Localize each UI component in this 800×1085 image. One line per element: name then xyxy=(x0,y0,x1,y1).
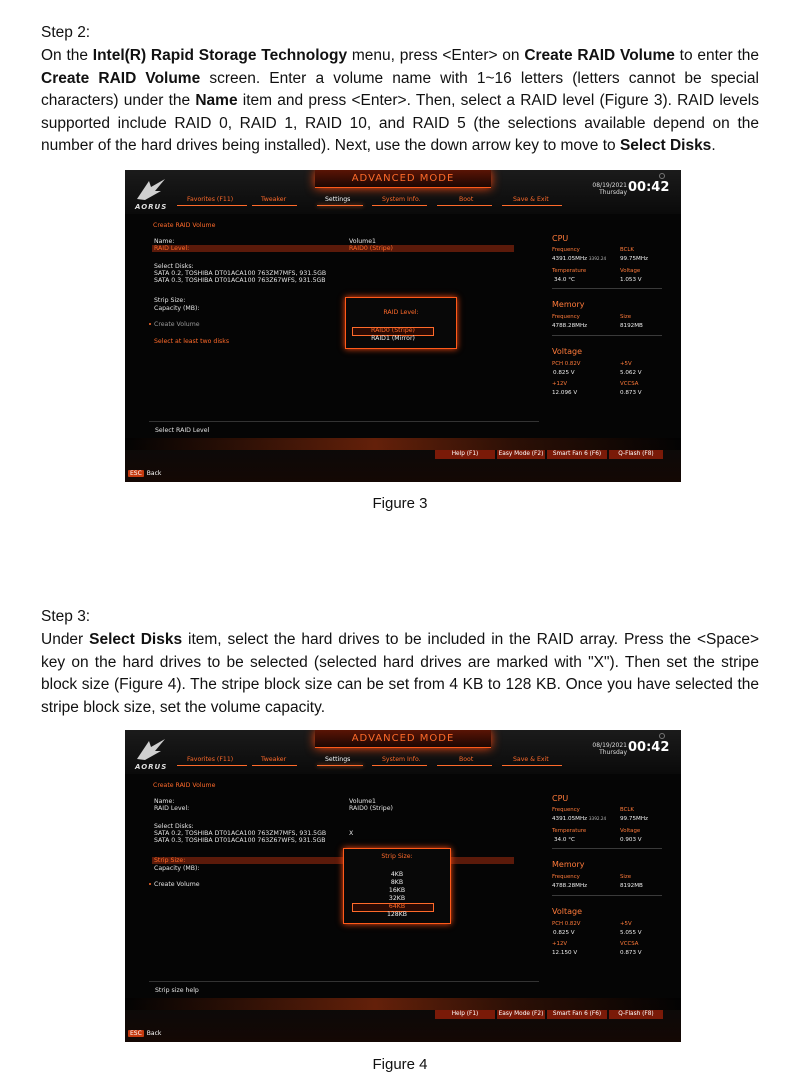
memory-heading: Memory xyxy=(552,300,585,309)
disk-1[interactable]: SATA 0.2, TOSHIBA DT01ACA100 763ZM7MFS, 931.5GB xyxy=(154,830,327,837)
qflash-button[interactable]: Q-Flash (F8) xyxy=(609,450,663,459)
capacity-label: Capacity (MB): xyxy=(154,305,200,312)
memory-size-label: Size xyxy=(620,314,632,320)
raid-option[interactable]: RAID0 (Stripe) xyxy=(371,327,415,334)
gear-icon[interactable] xyxy=(659,733,665,739)
tab-underline xyxy=(437,765,492,766)
cpu-freq: 4391.05MHz xyxy=(552,816,588,822)
memory-size-value: 8192MB xyxy=(620,883,643,889)
tab-tweaker[interactable]: Tweaker xyxy=(261,756,287,763)
strip-size-option[interactable]: 16KB xyxy=(388,887,406,894)
text-run: screen. Enter a volume name with 1~16 letters (letters cannot be special characters) under the xyxy=(41,69,759,110)
easy-mode-button[interactable]: Easy Mode (F2) xyxy=(498,451,544,457)
5v-label: +5V xyxy=(620,921,632,927)
tab-underline-active xyxy=(317,205,363,206)
raid-level-highlight xyxy=(152,245,514,252)
strip-size-option[interactable]: 4KB xyxy=(390,871,404,878)
cpu-voltage-label: Voltage xyxy=(620,828,641,834)
strip-size-label: Strip Size: xyxy=(154,297,186,304)
5v-value: 5.055 V xyxy=(620,930,642,936)
qflash-button[interactable]: Q-Flash (F8) xyxy=(609,1010,663,1019)
bold-term: Intel(R) Rapid Storage Technology xyxy=(92,47,348,64)
disk-2[interactable]: SATA 0.3, TOSHIBA DT01ACA100 763Z67WFS, 931.5GB xyxy=(154,277,326,284)
tab-favorites[interactable]: Favorites (F11) xyxy=(187,756,234,763)
page-title: Create RAID Volume xyxy=(153,222,216,229)
pch-value: 0.825 V xyxy=(553,370,575,376)
memory-size-label: Size xyxy=(620,874,632,880)
text-run: . xyxy=(711,137,716,155)
vccsa-value: 0.873 V xyxy=(620,390,642,396)
name-label: Name: xyxy=(154,238,175,245)
help-text: Strip size help xyxy=(155,987,199,994)
pch-label: PCH 0.82V xyxy=(552,361,581,367)
name-value[interactable]: Volume1 xyxy=(349,238,376,245)
create-volume-button[interactable]: Create Volume xyxy=(154,321,200,328)
warning-text: Select at least two disks xyxy=(154,338,230,345)
cpu-voltage-value: 1.053 V xyxy=(620,277,642,283)
memory-frequency-label: Frequency xyxy=(552,874,580,880)
clock: 00:42 xyxy=(628,740,670,755)
tab-underline xyxy=(177,205,247,206)
step3-body xyxy=(41,629,759,719)
bclk-value: 99.75MHz xyxy=(620,256,648,262)
memory-size-value: 8192MB xyxy=(620,323,643,329)
easy-mode-button[interactable]: Easy Mode (F2) xyxy=(498,1011,544,1017)
tab-favorites[interactable]: Favorites (F11) xyxy=(187,196,234,203)
divider xyxy=(552,288,662,289)
strip-size-option[interactable]: 32KB xyxy=(388,895,406,902)
voltage-heading: Voltage xyxy=(552,907,583,916)
12v-value: 12.096 V xyxy=(552,390,578,396)
gear-icon[interactable] xyxy=(659,173,665,179)
temperature-value: 34.0 °C xyxy=(554,277,575,283)
tab-boot[interactable]: Boot xyxy=(459,196,474,203)
help-button[interactable]: Help (F1) xyxy=(435,450,495,459)
memory-frequency-value: 4788.28MHz xyxy=(552,883,588,889)
create-volume-button[interactable]: Create Volume xyxy=(154,881,200,888)
tab-underline xyxy=(437,205,492,206)
bullet-icon xyxy=(149,323,151,325)
cpu-freq-small: 3392.24 xyxy=(588,256,607,261)
page-title: Create RAID Volume xyxy=(153,782,216,789)
help-divider xyxy=(149,421,539,422)
pch-value: 0.825 V xyxy=(553,930,575,936)
text-run: item, select the hard drives to be included in the RAID array. Press the <Space> key on the hard drives to be selected (selected hard drives are marked with "X"). Then set the stripe block size (Figure 4). The stripe block size can be set from 4 KB to 128 KB. Once you have selected the stripe block size, set the volume capacity. xyxy=(41,631,759,716)
date: 08/19/2021 xyxy=(592,182,627,189)
strip-size-option[interactable]: 8KB xyxy=(390,879,404,886)
strip-size-highlight xyxy=(152,857,514,864)
mode-title: ADVANCED MODE xyxy=(351,173,455,184)
mode-title: ADVANCED MODE xyxy=(351,733,455,744)
day: Thursday xyxy=(599,189,627,196)
bios-header xyxy=(125,170,681,214)
disk-1[interactable]: SATA 0.2, TOSHIBA DT01ACA100 763ZM7MFS, 931.5GB xyxy=(154,270,327,277)
bios-screenshot-figure3 xyxy=(125,170,681,482)
bios-screenshot-figure4 xyxy=(125,730,681,1042)
aorus-logo: AORUS xyxy=(135,763,168,771)
name-label: Name: xyxy=(154,798,175,805)
pch-label: PCH 0.82V xyxy=(552,921,581,927)
date-display xyxy=(591,182,627,196)
tab-underline xyxy=(252,765,297,766)
tab-settings[interactable]: Settings xyxy=(325,756,351,763)
divider xyxy=(552,848,662,849)
bclk-label: BCLK xyxy=(620,247,634,253)
divider xyxy=(552,335,662,336)
memory-frequency-label: Frequency xyxy=(552,314,580,320)
cpu-heading: CPU xyxy=(552,234,569,243)
vccsa-value: 0.873 V xyxy=(620,950,642,956)
footer-glow xyxy=(125,438,681,450)
step2-body xyxy=(41,45,759,158)
date-display xyxy=(591,742,627,756)
bold-term: Select Disks xyxy=(619,137,712,155)
temperature-label: Temperature xyxy=(552,828,587,834)
figure3-caption: Figure 3 xyxy=(372,495,428,512)
12v-label: +12V xyxy=(552,941,568,947)
raid-option[interactable]: RAID1 (Mirror) xyxy=(371,335,415,342)
bold-term: Name xyxy=(195,92,238,110)
cpu-frequency-label: Frequency xyxy=(552,807,580,813)
tab-save-exit[interactable]: Save & Exit xyxy=(513,196,549,203)
5v-label: +5V xyxy=(620,361,632,367)
tab-underline xyxy=(177,765,247,766)
bold-term: Create RAID Volume xyxy=(41,69,201,87)
12v-label: +12V xyxy=(552,381,568,387)
cpu-freq: 4391.05MHz xyxy=(552,256,588,262)
raid-level-value[interactable]: RAID0 (Stripe) xyxy=(349,245,393,252)
text-run: item and press <Enter>. Then, select a RAID level (Figure 3). RAID levels supported include RAID 0, RAID 1, RAID 10, and RAID 5 (the selections available depend on the number of the hard drives being installed). Next, use the down arrow key to move to xyxy=(41,92,759,155)
help-text: Select RAID Level xyxy=(155,427,210,434)
cpu-frequency-value xyxy=(552,816,606,822)
step2-heading: Step 2: xyxy=(41,24,91,41)
capacity-label: Capacity (MB): xyxy=(154,865,200,872)
12v-value: 12.150 V xyxy=(552,950,578,956)
esc-back-button[interactable] xyxy=(128,470,161,477)
bios-header xyxy=(125,730,681,774)
back-label: Back xyxy=(146,1030,162,1037)
step3-heading: Step 3: xyxy=(41,608,91,625)
bclk-value: 99.75MHz xyxy=(620,816,648,822)
tab-save-exit[interactable]: Save & Exit xyxy=(513,756,549,763)
help-divider xyxy=(149,981,539,982)
cpu-freq-small: 3392.24 xyxy=(588,816,607,821)
divider xyxy=(552,895,662,896)
tab-system-info[interactable]: System Info. xyxy=(382,756,421,763)
memory-heading: Memory xyxy=(552,860,585,869)
tab-boot[interactable]: Boot xyxy=(459,756,474,763)
tab-underline xyxy=(252,205,297,206)
aorus-logo: AORUS xyxy=(135,203,168,211)
tab-settings[interactable]: Settings xyxy=(325,196,351,203)
bclk-label: BCLK xyxy=(620,807,634,813)
tab-underline xyxy=(502,765,562,766)
popup-title: RAID Level: xyxy=(383,309,419,316)
smart-fan-button[interactable]: Smart Fan 6 (F6) xyxy=(547,450,607,459)
raid-level-label: RAID Level: xyxy=(154,805,190,812)
text-run: Under xyxy=(41,631,90,648)
esc-key: ESC xyxy=(130,1030,142,1037)
aorus-eagle-icon xyxy=(135,177,169,201)
strip-size-option[interactable]: 128KB xyxy=(386,911,408,918)
cpu-frequency-value xyxy=(552,256,606,262)
voltage-heading: Voltage xyxy=(552,347,583,356)
clock: 00:42 xyxy=(628,180,670,195)
day: Thursday xyxy=(599,749,627,756)
vccsa-label: VCCSA xyxy=(620,381,639,387)
figure4-caption: Figure 4 xyxy=(372,1056,428,1073)
popup-title: Strip Size: xyxy=(381,853,413,860)
tab-underline xyxy=(372,765,427,766)
aorus-eagle-icon xyxy=(135,737,169,761)
name-value[interactable]: Volume1 xyxy=(349,798,376,805)
temperature-value: 34.0 °C xyxy=(554,837,575,843)
strip-size-label: Strip Size: xyxy=(154,857,186,864)
bold-term: Create RAID Volume xyxy=(524,47,675,64)
footer-glow xyxy=(125,998,681,1010)
tab-system-info[interactable]: System Info. xyxy=(382,196,421,203)
memory-frequency-value: 4788.28MHz xyxy=(552,323,588,329)
cpu-frequency-label: Frequency xyxy=(552,247,580,253)
bold-term: Select Disks xyxy=(89,631,183,648)
5v-value: 5.062 V xyxy=(620,370,642,376)
strip-size-option[interactable]: 64KB xyxy=(388,903,406,910)
disk-1-marker[interactable]: X xyxy=(349,830,354,837)
cpu-voltage-label: Voltage xyxy=(620,268,641,274)
smart-fan-button[interactable]: Smart Fan 6 (F6) xyxy=(547,1010,607,1019)
tab-underline xyxy=(502,205,562,206)
esc-back-button[interactable] xyxy=(128,1030,161,1037)
temperature-label: Temperature xyxy=(552,268,587,274)
back-label: Back xyxy=(146,470,162,477)
vccsa-label: VCCSA xyxy=(620,941,639,947)
cpu-heading: CPU xyxy=(552,794,569,803)
tab-tweaker[interactable]: Tweaker xyxy=(261,196,287,203)
option-popup[interactable] xyxy=(345,297,457,349)
help-button[interactable]: Help (F1) xyxy=(435,1010,495,1019)
raid-level-label: RAID Level: xyxy=(154,245,190,252)
esc-key: ESC xyxy=(130,470,142,477)
select-disks-label: Select Disks: xyxy=(154,263,194,270)
raid-level-value[interactable]: RAID0 (Stripe) xyxy=(349,805,393,812)
tab-underline xyxy=(372,205,427,206)
select-disks-label: Select Disks: xyxy=(154,823,194,830)
text-run: menu, press <Enter> on xyxy=(347,47,525,64)
disk-2[interactable]: SATA 0.3, TOSHIBA DT01ACA100 763Z67WFS, 931.5GB xyxy=(154,837,326,844)
option-popup[interactable] xyxy=(343,848,451,924)
text-run: On the xyxy=(41,47,93,64)
bullet-icon xyxy=(149,883,151,885)
tab-underline-active xyxy=(317,765,363,766)
date: 08/19/2021 xyxy=(592,742,627,749)
cpu-voltage-value: 0.903 V xyxy=(620,837,642,843)
text-run: to enter the xyxy=(674,47,759,64)
